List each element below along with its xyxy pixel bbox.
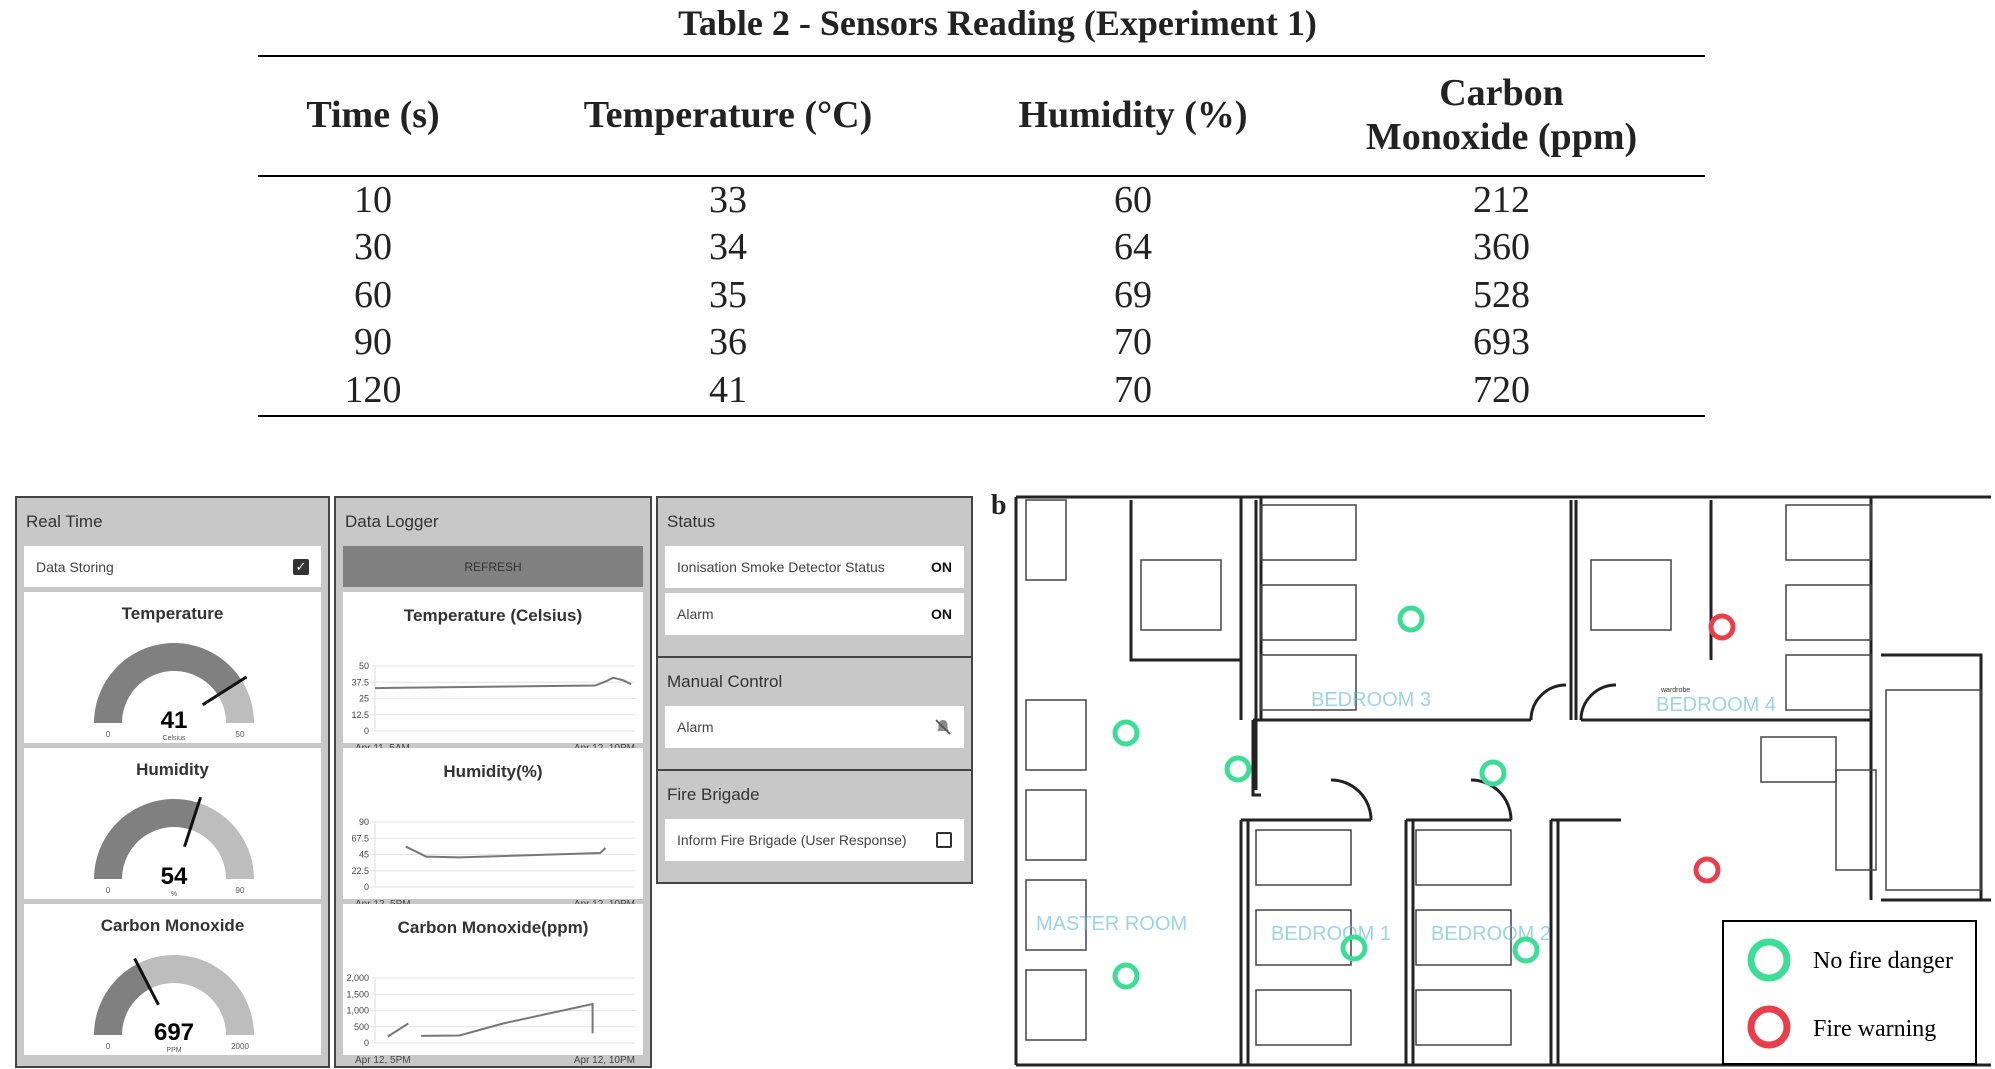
table-cell: 693 bbox=[1473, 321, 1530, 364]
gauge-value: 697 bbox=[153, 1019, 195, 1046]
table-cell: 70 bbox=[1114, 321, 1152, 364]
status-value: ON bbox=[931, 606, 952, 622]
sensor-markers bbox=[1115, 608, 1733, 987]
x-label: Apr 12, 5PM bbox=[355, 1055, 411, 1066]
y-tick: 2,000 bbox=[346, 973, 369, 983]
data-logger-panel bbox=[334, 496, 652, 1068]
figure-label: b bbox=[991, 490, 1007, 521]
no-fire-sensor-icon bbox=[1227, 758, 1249, 780]
smoke-detector-status bbox=[665, 546, 964, 588]
line-chart bbox=[343, 626, 643, 746]
y-tick: 12.5 bbox=[351, 709, 369, 720]
table-row bbox=[258, 225, 1705, 273]
chart-card bbox=[343, 592, 643, 743]
bell-off-icon[interactable] bbox=[934, 718, 952, 736]
line-chart bbox=[343, 938, 643, 1066]
panel-title: Status bbox=[667, 512, 716, 531]
legend-label: No fire danger bbox=[1813, 948, 1953, 974]
table-cell: 70 bbox=[1114, 368, 1152, 411]
gauge-list bbox=[24, 592, 321, 1060]
floor-plan bbox=[991, 490, 1995, 1069]
y-tick: 1,000 bbox=[346, 1005, 369, 1016]
chart-card bbox=[343, 748, 643, 899]
alarm-label: Alarm bbox=[677, 719, 714, 735]
table-header bbox=[258, 57, 1705, 177]
manual-control-panel bbox=[656, 658, 973, 771]
chart-list bbox=[343, 592, 643, 1066]
y-tick: 500 bbox=[353, 1021, 369, 1032]
series-line bbox=[406, 847, 606, 858]
gauge-card bbox=[24, 748, 321, 899]
no-fire-sensor-icon bbox=[1482, 762, 1504, 784]
refresh-button[interactable]: REFRESH bbox=[343, 546, 643, 587]
y-tick: 0 bbox=[363, 882, 369, 892]
y-tick: 25 bbox=[358, 693, 369, 704]
gauge-card bbox=[24, 904, 321, 1055]
table-title: Table 2 - Sensors Reading (Experiment 1) bbox=[678, 3, 1317, 43]
room-label: BEDROOM 3 bbox=[1311, 689, 1432, 711]
gauge-unit: Celsius bbox=[162, 735, 186, 742]
gauge-min: 0 bbox=[105, 1042, 111, 1051]
table-cell: 33 bbox=[709, 178, 747, 221]
table-cell: 90 bbox=[354, 321, 392, 364]
room-label: BEDROOM 2 bbox=[1431, 923, 1552, 945]
status-value: ON bbox=[931, 559, 952, 575]
data-storing-label: Data Storing bbox=[36, 558, 114, 575]
fire-warning-sensor-icon bbox=[1696, 859, 1718, 881]
gauge-track bbox=[190, 803, 254, 879]
no-fire-sensor-icon bbox=[1400, 608, 1422, 630]
gauge-max: 2000 bbox=[231, 1042, 249, 1051]
table-cell: 720 bbox=[1473, 368, 1530, 411]
gauge-value: 54 bbox=[160, 863, 188, 890]
alarm-control[interactable] bbox=[665, 706, 964, 748]
gauge-title: Carbon Monoxide bbox=[100, 916, 245, 935]
header-co: Carbon Monoxide (ppm) bbox=[1365, 72, 1638, 158]
table-cell: 41 bbox=[709, 368, 747, 411]
legend bbox=[1723, 921, 1976, 1064]
gauge-value: 41 bbox=[160, 707, 188, 734]
y-tick: 0 bbox=[363, 1038, 369, 1048]
table-row bbox=[258, 272, 1705, 320]
gauge-title: Temperature bbox=[121, 604, 224, 623]
table-body bbox=[258, 177, 1705, 415]
table-cell: 69 bbox=[1114, 273, 1152, 316]
header-temperature: Temperature (°C) bbox=[583, 94, 873, 137]
chart-card bbox=[343, 904, 643, 1066]
table-cell: 60 bbox=[354, 273, 392, 316]
table-row bbox=[258, 320, 1705, 368]
table-cell: 64 bbox=[1114, 226, 1152, 269]
inform-checkbox[interactable] bbox=[936, 832, 952, 848]
header-humidity: Humidity (%) bbox=[1018, 94, 1248, 137]
room-label: MASTER ROOM bbox=[1036, 913, 1188, 935]
data-storing-row[interactable] bbox=[24, 546, 321, 587]
y-tick: 0 bbox=[363, 726, 369, 736]
gauge-title: Humidity bbox=[136, 760, 209, 779]
gauge-unit: PPM bbox=[166, 1047, 182, 1054]
wardrobe-label: wardrobe bbox=[1661, 687, 1691, 694]
y-tick: 50 bbox=[358, 661, 369, 671]
iot-dashboard bbox=[15, 496, 977, 1068]
table-cell: 36 bbox=[709, 321, 747, 364]
no-fire-sensor-icon bbox=[1115, 965, 1137, 987]
table-cell: 360 bbox=[1473, 226, 1530, 269]
gauge-max: 90 bbox=[235, 886, 245, 895]
gauge bbox=[24, 774, 324, 898]
gauge-min: 0 bbox=[105, 886, 111, 895]
y-tick: 90 bbox=[358, 817, 369, 827]
gauge-max: 50 bbox=[235, 730, 245, 739]
table-cell: 120 bbox=[344, 368, 402, 411]
y-tick: 45 bbox=[358, 849, 369, 860]
gauge-card bbox=[24, 592, 321, 743]
table-cell: 30 bbox=[354, 226, 392, 269]
fire-warning-sensor-icon bbox=[1711, 616, 1733, 638]
y-tick: 37.5 bbox=[351, 677, 369, 688]
panel-title: Real Time bbox=[26, 512, 103, 531]
chart-title: Humidity(%) bbox=[443, 762, 543, 781]
chart-title: Temperature (Celsius) bbox=[403, 606, 583, 625]
gauge bbox=[24, 618, 324, 742]
table-row bbox=[258, 367, 1705, 415]
panel-title: Manual Control bbox=[667, 672, 783, 691]
room-label: BEDROOM 1 bbox=[1271, 923, 1392, 945]
series-line bbox=[421, 1004, 593, 1036]
header-time: Time (s) bbox=[306, 94, 440, 137]
status-label: Ionisation Smoke Detector Status bbox=[677, 559, 885, 575]
legend-label: Fire warning bbox=[1813, 1016, 1937, 1042]
series-line bbox=[388, 1024, 408, 1037]
series-line bbox=[375, 678, 631, 688]
table-row bbox=[258, 177, 1705, 225]
line-chart bbox=[343, 782, 643, 902]
status-panel bbox=[656, 496, 973, 658]
fire-brigade-panel bbox=[656, 771, 973, 884]
table-cell: 212 bbox=[1473, 178, 1530, 221]
y-tick: 22.5 bbox=[351, 865, 369, 876]
sensor-table bbox=[258, 55, 1705, 417]
status-label: Alarm bbox=[677, 606, 714, 622]
table-cell: 10 bbox=[354, 178, 392, 221]
table-cell: 35 bbox=[709, 273, 747, 316]
control-column bbox=[656, 496, 973, 1068]
room-label: BEDROOM 4 bbox=[1656, 694, 1777, 716]
table-cell: 34 bbox=[709, 226, 747, 269]
table-cell: 60 bbox=[1114, 178, 1152, 221]
panel-title: Fire Brigade bbox=[667, 785, 760, 804]
gauge-min: 0 bbox=[105, 730, 111, 739]
inform-fire-brigade-row[interactable] bbox=[665, 819, 964, 861]
y-tick: 1,500 bbox=[346, 989, 369, 1000]
gauge-unit: % bbox=[170, 891, 178, 898]
inform-label: Inform Fire Brigade (User Response) bbox=[677, 832, 907, 848]
x-label: Apr 12, 10PM bbox=[573, 1055, 635, 1066]
data-storing-checkbox[interactable]: ✓ bbox=[293, 559, 309, 575]
chart-title: Carbon Monoxide(ppm) bbox=[397, 918, 589, 937]
no-fire-sensor-icon bbox=[1115, 722, 1137, 744]
gauge bbox=[24, 930, 324, 1054]
y-tick: 67.5 bbox=[351, 833, 369, 844]
table-cell: 528 bbox=[1473, 273, 1530, 316]
panel-title: Data Logger bbox=[345, 512, 439, 531]
alarm-status bbox=[665, 593, 964, 635]
realtime-panel bbox=[15, 496, 330, 1068]
